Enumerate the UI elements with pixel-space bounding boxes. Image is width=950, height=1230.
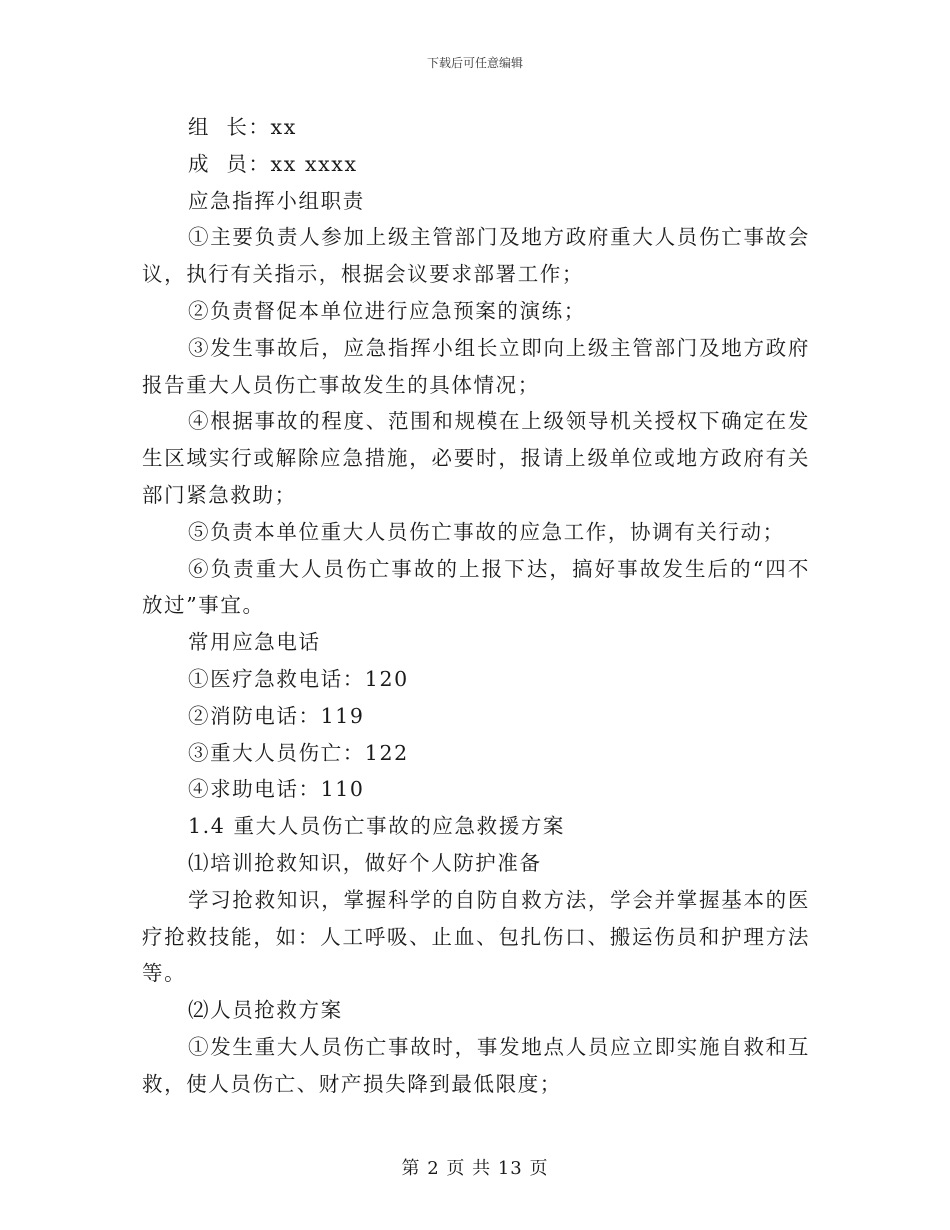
paragraph-duty-5: ⑤负责本单位重大人员伤亡事故的应急工作，协调有关行动；	[188, 519, 785, 544]
phone-help: ④求助电话：110	[188, 777, 365, 802]
page-header: 下载后可任意编辑	[426, 56, 523, 70]
paragraph-duty-2: ②负责督促本单位进行应急预案的演练；	[188, 298, 586, 323]
paragraph-duty-3: ③发生事故后，应急指挥小组长立即向上级主管部门及地方政府报告重大人员伤亡事故发生的具体情况；	[142, 335, 810, 397]
paragraph-group-leader: 组 长：xx	[188, 115, 297, 139]
paragraph-duty-6: ⑥负责重大人员伤亡事故的上报下达，搞好事故发生后的“四不放过”事宜。	[142, 556, 810, 618]
document-body	[142, 109, 810, 1103]
subheading-training: ⑴培训抢救知识，做好个人防护准备	[188, 850, 542, 875]
subheading-rescue-plan: ⑵人员抢救方案	[188, 998, 343, 1023]
section-heading-phones: 常用应急电话	[188, 630, 321, 655]
paragraph-duty-4: ④根据事故的程度、范围和规模在上级领导机关授权下确定在发生区域实行或解除应急措施，必要时，报请上级单位或地方政府有关部门紧急救助；	[142, 409, 810, 507]
paragraph-members: 成 员：xx xxxx	[188, 151, 358, 176]
section-heading-1-4: 1.4 重大人员伤亡事故的应急救援方案	[188, 814, 566, 839]
page-footer: 第 2 页 共 13 页	[401, 1158, 549, 1179]
phone-casualty: ③重大人员伤亡：122	[188, 740, 409, 765]
phone-fire: ②消防电话：119	[188, 703, 365, 728]
section-heading-duties: 应急指挥小组职责	[188, 188, 365, 213]
phone-medical: ①医疗急救电话：120	[188, 666, 409, 691]
paragraph-rescue-1: ①发生重大人员伤亡事故时，事发地点人员应立即实施自救和互救，使人员伤亡、财产损失降到最低限度；	[142, 1034, 810, 1096]
paragraph-duty-1: ①主要负责人参加上级主管部门及地方政府重大人员伤亡事故会议，执行有关指示，根据会议要求部署工作；	[142, 225, 810, 287]
paragraph-training: 学习抢救知识，掌握科学的自防自救方法，学会并掌握基本的医疗抢救技能，如：人工呼吸、止血、包扎伤口、搬运伤员和护理方法等。	[142, 887, 810, 986]
